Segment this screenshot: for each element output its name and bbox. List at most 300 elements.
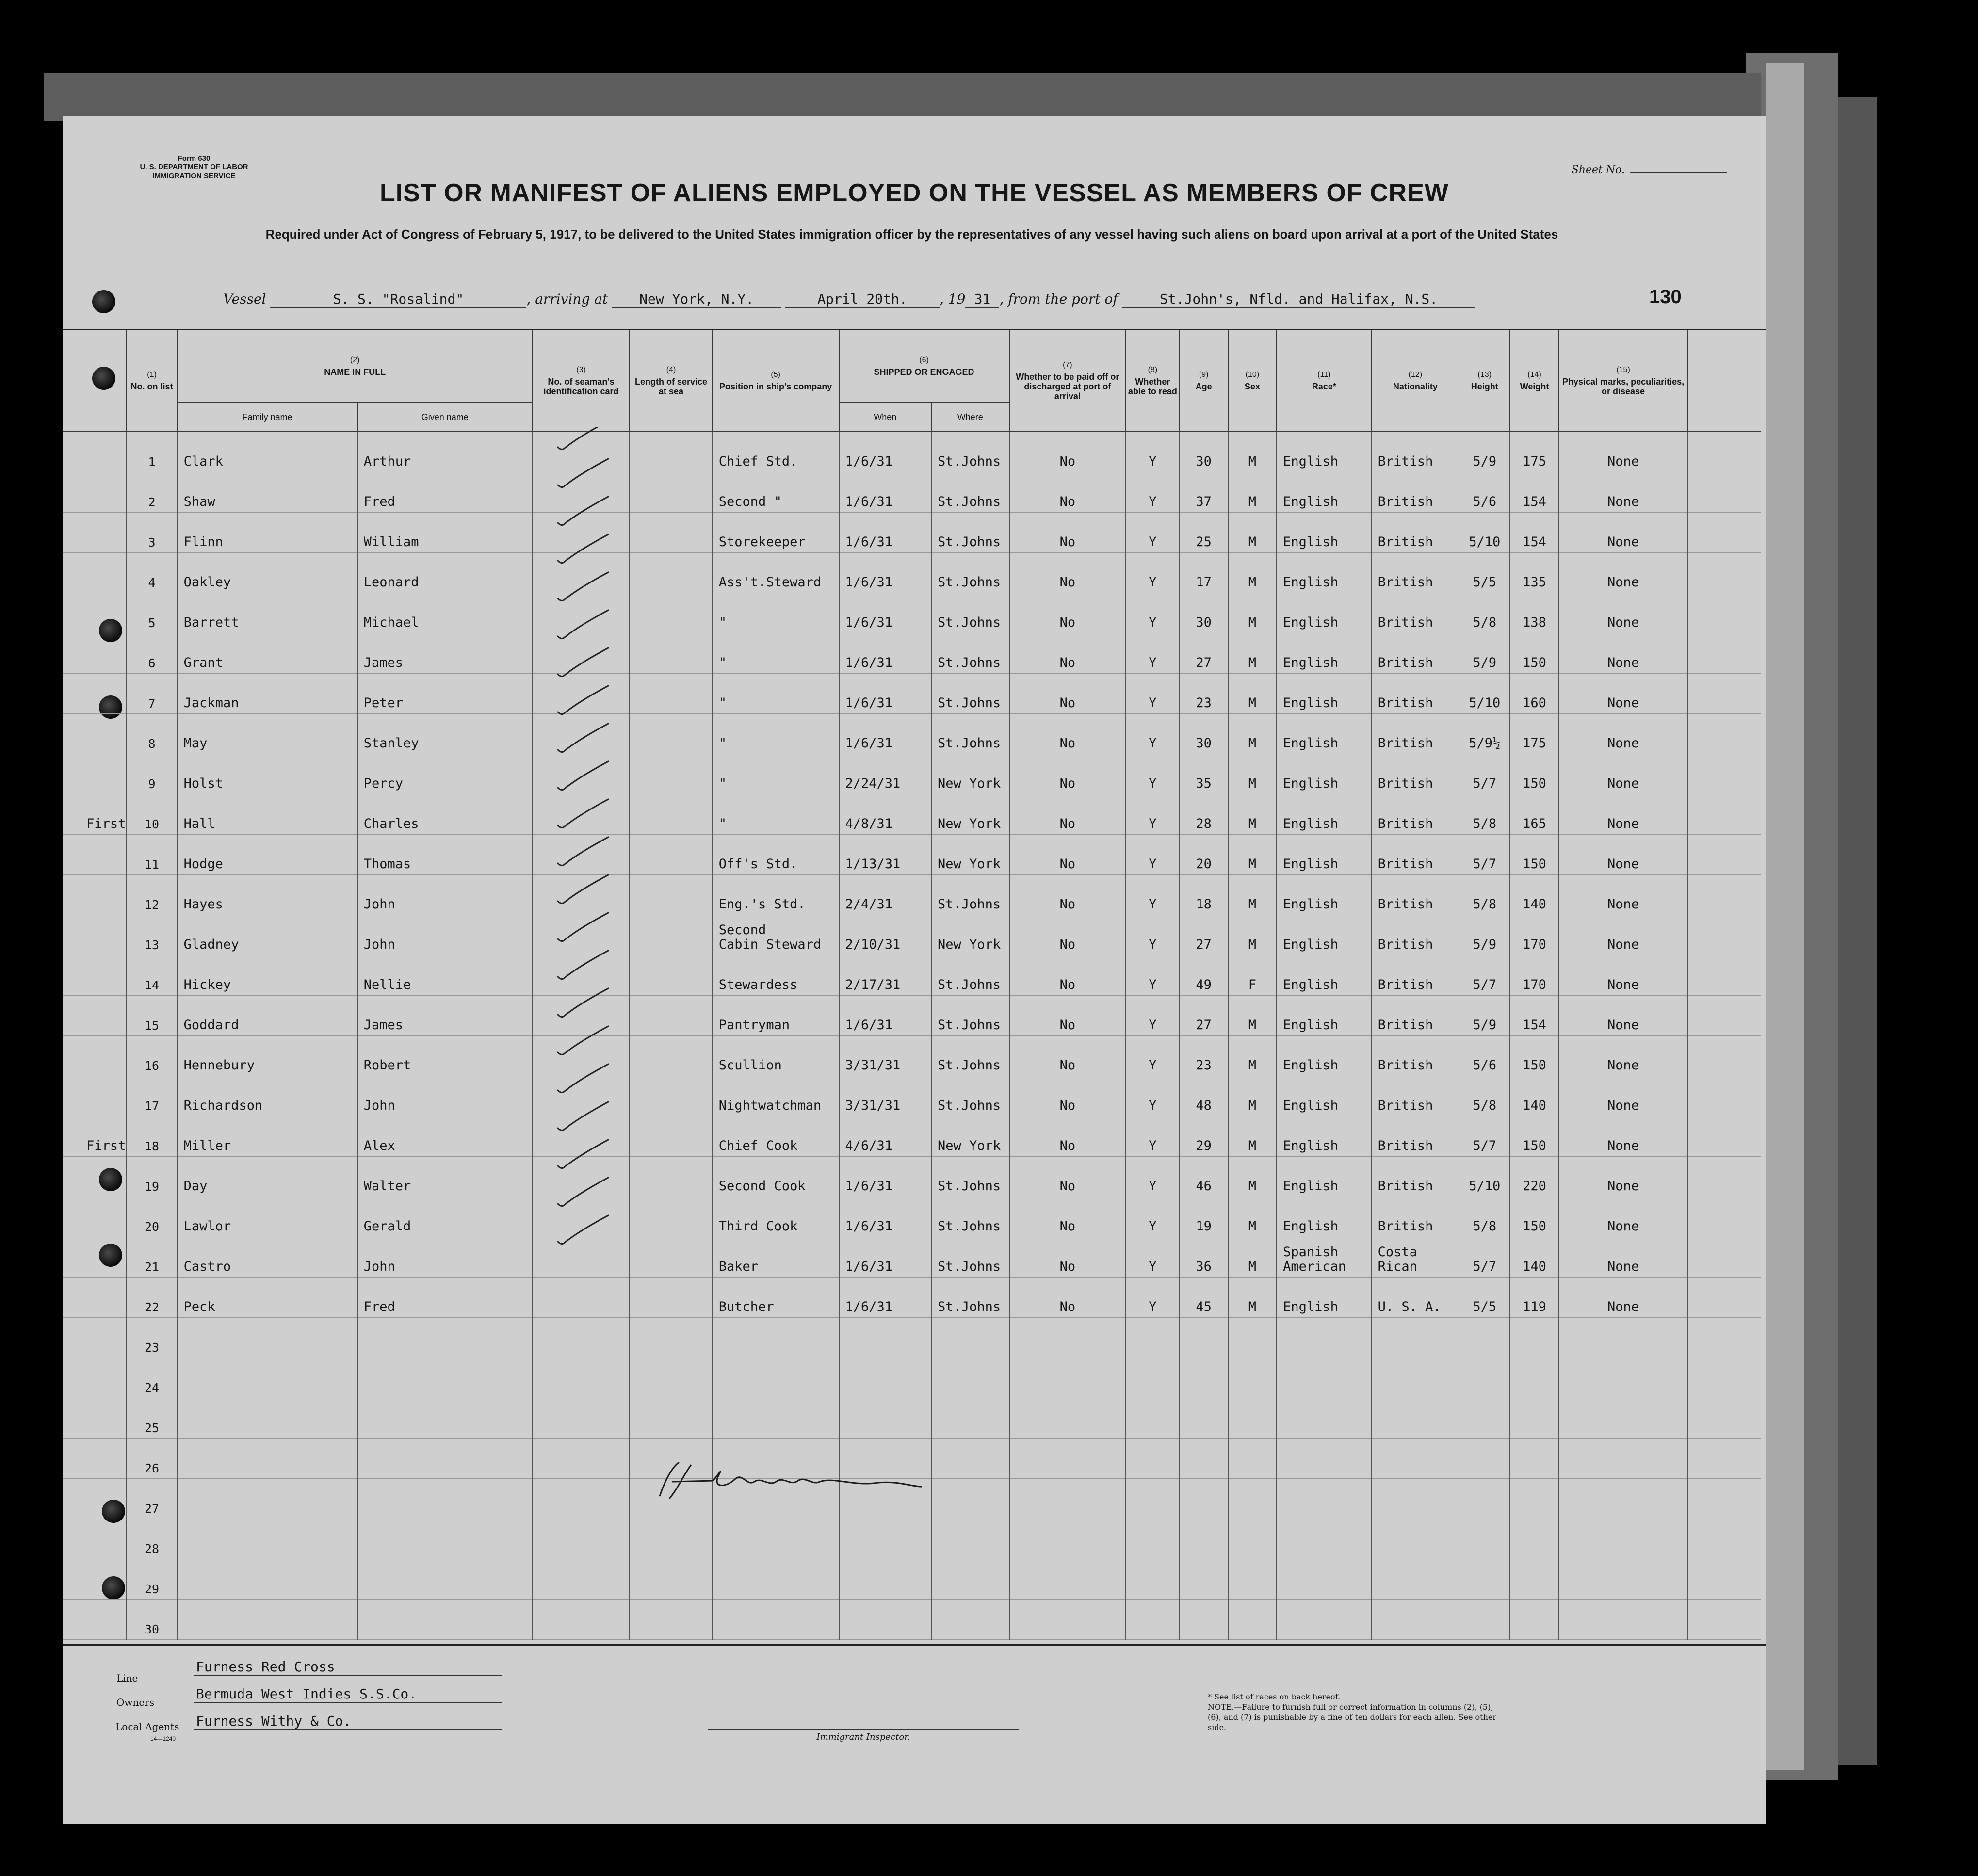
- weight: 150: [1510, 1197, 1558, 1237]
- height: 5/5: [1459, 1278, 1510, 1318]
- spare-cell: [1687, 1076, 1761, 1116]
- able-to-read: Y: [1126, 1278, 1179, 1318]
- row-prefix: [63, 1197, 126, 1237]
- back-sheet: [1838, 97, 1877, 1765]
- position: [713, 1519, 839, 1559]
- height: [1459, 1318, 1510, 1358]
- age: 18: [1180, 875, 1228, 915]
- able-to-read: Y: [1126, 674, 1179, 714]
- spare-cell: [1687, 1398, 1761, 1439]
- shipped-where: St.Johns: [931, 513, 1009, 553]
- spare-cell: [1687, 513, 1761, 553]
- family-name: Holst: [178, 754, 357, 794]
- header-name-in-full: (2) NAME IN FULL: [178, 330, 533, 403]
- given-name: Peter: [357, 674, 533, 714]
- header-race: (11) Race*: [1277, 330, 1372, 432]
- id-card-cell: [533, 1519, 630, 1559]
- service-length-cell: [630, 1519, 712, 1559]
- able-to-read: Y: [1126, 794, 1179, 835]
- paid-off: No: [1009, 794, 1126, 835]
- height: 5/10: [1459, 674, 1510, 714]
- able-to-read: Y: [1126, 1076, 1179, 1116]
- shipped-when: [839, 1519, 932, 1559]
- able-to-read: Y: [1126, 1036, 1179, 1076]
- nationality: British: [1372, 996, 1459, 1036]
- shipped-when: 4/8/31: [839, 794, 932, 835]
- row-prefix: [63, 1398, 126, 1439]
- paid-off: No: [1009, 432, 1126, 472]
- position: Butcher: [713, 1278, 839, 1318]
- position: ": [713, 593, 839, 633]
- arriving-label: , arriving at: [526, 291, 608, 307]
- family-name: Hennebury: [178, 1036, 357, 1076]
- table-row: [63, 633, 1761, 674]
- position: Scullion: [713, 1036, 839, 1076]
- sex: M: [1228, 633, 1277, 674]
- physical-marks: [1559, 1318, 1688, 1358]
- sex: M: [1228, 1278, 1277, 1318]
- paid-off: [1009, 1600, 1126, 1640]
- service-length-cell: [630, 875, 712, 915]
- weight: 140: [1510, 875, 1558, 915]
- given-name: [357, 1600, 533, 1640]
- table-row: [63, 875, 1761, 915]
- form-id: Form 630: [178, 154, 211, 162]
- family-name: Flinn: [178, 513, 357, 553]
- arrival-date: April 20th.: [785, 291, 940, 308]
- header-margin: [63, 330, 126, 432]
- height: 5/9½: [1459, 714, 1510, 754]
- given-name: James: [357, 633, 533, 674]
- age: 17: [1180, 553, 1228, 593]
- check-marks: [548, 427, 616, 1387]
- sex: M: [1228, 915, 1277, 955]
- spare-cell: [1687, 1600, 1761, 1640]
- nationality: [1372, 1318, 1459, 1358]
- physical-marks: None: [1559, 1116, 1688, 1157]
- family-name: Castro: [178, 1237, 357, 1278]
- height: 5/9: [1459, 633, 1510, 674]
- header-physical-marks: (15) Physical marks, peculiarities, or disease: [1559, 330, 1688, 432]
- age: [1180, 1479, 1228, 1519]
- sex: [1228, 1519, 1277, 1559]
- given-name: [357, 1439, 533, 1479]
- sex: M: [1228, 1076, 1277, 1116]
- height: [1459, 1398, 1510, 1439]
- shipped-when: 3/31/31: [839, 1036, 932, 1076]
- row-prefix: [63, 1479, 126, 1519]
- table-row: [63, 1116, 1761, 1157]
- row-prefix: [63, 513, 126, 553]
- spare-cell: [1687, 996, 1761, 1036]
- able-to-read: [1126, 1358, 1179, 1398]
- family-name: [178, 1600, 357, 1640]
- race: [1277, 1519, 1372, 1559]
- race: English: [1277, 915, 1372, 955]
- family-name: [178, 1479, 357, 1519]
- row-prefix: First: [63, 1116, 126, 1157]
- family-name: Jackman: [178, 674, 357, 714]
- race: English: [1277, 513, 1372, 553]
- shipped-when: 2/24/31: [839, 754, 932, 794]
- position: Nightwatchman: [713, 1076, 839, 1116]
- shipped-when: 2/4/31: [839, 875, 932, 915]
- shipped-when: 1/6/31: [839, 432, 932, 472]
- physical-marks: None: [1559, 472, 1688, 513]
- able-to-read: Y: [1126, 754, 1179, 794]
- weight: [1510, 1439, 1558, 1479]
- given-name: [357, 1398, 533, 1439]
- paid-off: [1009, 1398, 1126, 1439]
- weight: 150: [1510, 835, 1558, 875]
- inspector-line: Immigrant Inspector.: [708, 1729, 1019, 1742]
- family-name: Gladney: [178, 915, 357, 955]
- service-length-cell: [630, 1237, 712, 1278]
- age: 25: [1180, 513, 1228, 553]
- nationality: British: [1372, 633, 1459, 674]
- height: [1459, 1479, 1510, 1519]
- shipped-when: 1/6/31: [839, 633, 932, 674]
- height: [1459, 1439, 1510, 1479]
- form-reference: 14—1240: [150, 1735, 176, 1742]
- spare-cell: [1687, 794, 1761, 835]
- given-name: Alex: [357, 1116, 533, 1157]
- service-length-cell: [630, 553, 712, 593]
- position: Storekeeper: [713, 513, 839, 553]
- row-number: 6: [126, 633, 177, 674]
- header-shipped-engaged: (6) SHIPPED OR ENGAGED: [839, 330, 1009, 403]
- shipped-where: St.Johns: [931, 996, 1009, 1036]
- row-prefix: [63, 1519, 126, 1559]
- given-name: [357, 1559, 533, 1600]
- given-name: Fred: [357, 1278, 533, 1318]
- punch-hole: [92, 290, 115, 313]
- physical-marks: None: [1559, 1237, 1688, 1278]
- given-name: Leonard: [357, 553, 533, 593]
- weight: 154: [1510, 513, 1558, 553]
- weight: 150: [1510, 633, 1558, 674]
- line-label: Line: [116, 1672, 138, 1684]
- sex: [1228, 1398, 1277, 1439]
- shipped-where: New York: [931, 754, 1009, 794]
- family-name: Hall: [178, 794, 357, 835]
- paid-off: No: [1009, 1116, 1126, 1157]
- service-length-cell: [630, 955, 712, 996]
- row-prefix: [63, 1439, 126, 1479]
- paid-off: No: [1009, 875, 1126, 915]
- paid-off: No: [1009, 955, 1126, 996]
- weight: 138: [1510, 593, 1558, 633]
- nationality: British: [1372, 955, 1459, 996]
- spare-cell: [1687, 1439, 1761, 1479]
- manifest-sheet: [63, 116, 1766, 1824]
- id-card-cell: [533, 1559, 630, 1600]
- shipped-when: 2/17/31: [839, 955, 932, 996]
- back-sheet: [1766, 63, 1804, 1770]
- sheet-number-value: [1630, 172, 1727, 173]
- given-name: Charles: [357, 794, 533, 835]
- shipped-when: [839, 1358, 932, 1398]
- spare-cell: [1687, 835, 1761, 875]
- physical-marks: None: [1559, 432, 1688, 472]
- header-height: (13) Height: [1459, 330, 1510, 432]
- sex: M: [1228, 432, 1277, 472]
- shipped-where: [931, 1318, 1009, 1358]
- race: English: [1277, 593, 1372, 633]
- physical-marks: None: [1559, 955, 1688, 996]
- row-number: 24: [126, 1358, 177, 1398]
- footer-rule: [63, 1644, 1766, 1646]
- physical-marks: None: [1559, 633, 1688, 674]
- paid-off: [1009, 1318, 1126, 1358]
- age: [1180, 1358, 1228, 1398]
- from-port: St.John's, Nfld. and Halifax, N.S.: [1122, 291, 1475, 308]
- position: Chief Std.: [713, 432, 839, 472]
- shipped-when: 3/31/31: [839, 1076, 932, 1116]
- nationality: [1372, 1439, 1459, 1479]
- row-number: 18: [126, 1116, 177, 1157]
- spare-cell: [1687, 1358, 1761, 1398]
- id-card-cell: [533, 1479, 630, 1519]
- given-name: John: [357, 1237, 533, 1278]
- able-to-read: [1126, 1519, 1179, 1559]
- shipped-where: [931, 1479, 1009, 1519]
- row-number: 7: [126, 674, 177, 714]
- able-to-read: Y: [1126, 593, 1179, 633]
- given-name: John: [357, 1076, 533, 1116]
- age: 37: [1180, 472, 1228, 513]
- back-sheet: [44, 73, 1761, 121]
- sex: M: [1228, 472, 1277, 513]
- given-name: William: [357, 513, 533, 553]
- check-mark: [558, 875, 608, 904]
- check-mark: [558, 1102, 608, 1131]
- vessel-label: Vessel: [223, 291, 266, 307]
- shipped-when: [839, 1600, 932, 1640]
- able-to-read: [1126, 1439, 1179, 1479]
- given-name: [357, 1358, 533, 1398]
- spare-cell: [1687, 472, 1761, 513]
- nationality: British: [1372, 472, 1459, 513]
- inspector-signature: [650, 1453, 941, 1506]
- spare-cell: [1687, 1036, 1761, 1076]
- service-length-cell: [630, 432, 712, 472]
- position: ": [713, 794, 839, 835]
- check-mark: [558, 459, 608, 487]
- nationality: U. S. A.: [1372, 1278, 1459, 1318]
- height: 5/9: [1459, 996, 1510, 1036]
- row-prefix: [63, 593, 126, 633]
- height: 5/8: [1459, 1197, 1510, 1237]
- owners-label: Owners: [116, 1697, 155, 1708]
- sex: M: [1228, 996, 1277, 1036]
- position: Pantryman: [713, 996, 839, 1036]
- table-row: [63, 1600, 1761, 1640]
- table-row: [63, 593, 1761, 633]
- row-number: 4: [126, 553, 177, 593]
- paid-off: No: [1009, 674, 1126, 714]
- service-length-cell: [630, 1358, 712, 1398]
- shipped-where: New York: [931, 794, 1009, 835]
- shipped-where: St.Johns: [931, 875, 1009, 915]
- row-number: 25: [126, 1398, 177, 1439]
- table-row: [63, 1076, 1761, 1116]
- race: English: [1277, 633, 1372, 674]
- sex: M: [1228, 714, 1277, 754]
- table-row: [63, 915, 1761, 955]
- spare-cell: [1687, 1479, 1761, 1519]
- able-to-read: Y: [1126, 875, 1179, 915]
- shipped-when: 1/6/31: [839, 472, 932, 513]
- position: [713, 1358, 839, 1398]
- service-length-cell: [630, 1197, 712, 1237]
- race: English: [1277, 996, 1372, 1036]
- weight: 175: [1510, 714, 1558, 754]
- shipped-when: 1/6/31: [839, 714, 932, 754]
- line-value: Furness Red Cross: [194, 1659, 502, 1676]
- header-no-on-list: (1) No. on list: [126, 330, 177, 432]
- check-mark: [558, 610, 608, 639]
- weight: 150: [1510, 754, 1558, 794]
- physical-marks: None: [1559, 996, 1688, 1036]
- row-number: 29: [126, 1559, 177, 1600]
- race: English: [1277, 875, 1372, 915]
- family-name: Barrett: [178, 593, 357, 633]
- paid-off: No: [1009, 915, 1126, 955]
- age: 23: [1180, 674, 1228, 714]
- spare-cell: [1687, 1116, 1761, 1157]
- service-length-cell: [630, 915, 712, 955]
- header-nationality: (12) Nationality: [1372, 330, 1459, 432]
- nationality: British: [1372, 513, 1459, 553]
- nationality: British: [1372, 553, 1459, 593]
- shipped-where: [931, 1519, 1009, 1559]
- position: ": [713, 633, 839, 674]
- family-name: Grant: [178, 633, 357, 674]
- nationality: British: [1372, 915, 1459, 955]
- weight: 165: [1510, 794, 1558, 835]
- page-subtitle: Required under Act of Congress of February 5, 1917, to be delivered to the United States immigration officer by the representatives of any vessel having such aliens on board upon arrival at a port of the United States: [265, 227, 1558, 242]
- height: 5/7: [1459, 754, 1510, 794]
- spare-cell: [1687, 754, 1761, 794]
- position: [713, 1559, 839, 1600]
- row-prefix: [63, 996, 126, 1036]
- given-name: Walter: [357, 1157, 533, 1197]
- row-prefix: [63, 674, 126, 714]
- table-row: [63, 432, 1761, 472]
- shipped-where: St.Johns: [931, 1157, 1009, 1197]
- weight: 170: [1510, 955, 1558, 996]
- nationality: [1372, 1398, 1459, 1439]
- nationality: British: [1372, 1036, 1459, 1076]
- sex: M: [1228, 1197, 1277, 1237]
- nationality: [1372, 1519, 1459, 1559]
- position: Third Cook: [713, 1197, 839, 1237]
- table-row: [63, 1398, 1761, 1439]
- weight: 150: [1510, 1036, 1558, 1076]
- physical-marks: None: [1559, 1157, 1688, 1197]
- vessel-name: S. S. "Rosalind": [270, 291, 526, 308]
- paid-off: [1009, 1439, 1126, 1479]
- race: English: [1277, 1197, 1372, 1237]
- physical-marks: None: [1559, 915, 1688, 955]
- service-name: IMMIGRATION SERVICE: [152, 172, 236, 180]
- able-to-read: [1126, 1318, 1179, 1358]
- sex: [1228, 1479, 1277, 1519]
- row-prefix: [63, 714, 126, 754]
- age: [1180, 1439, 1228, 1479]
- year-prefix: , 19: [940, 291, 966, 307]
- row-number: 8: [126, 714, 177, 754]
- able-to-read: Y: [1126, 1237, 1179, 1278]
- table-row: [63, 472, 1761, 513]
- paid-off: No: [1009, 513, 1126, 553]
- shipped-where: St.Johns: [931, 553, 1009, 593]
- check-mark: [558, 648, 608, 677]
- spare-cell: [1687, 1157, 1761, 1197]
- given-name: Robert: [357, 1036, 533, 1076]
- race: [1277, 1398, 1372, 1439]
- row-prefix: [63, 875, 126, 915]
- race: English: [1277, 1157, 1372, 1197]
- height: [1459, 1559, 1510, 1600]
- service-length-cell: [630, 633, 712, 674]
- check-mark: [558, 1140, 608, 1168]
- position: [713, 1318, 839, 1358]
- sheet-number-field: [1572, 164, 1727, 176]
- race: English: [1277, 553, 1372, 593]
- header-sex: (10) Sex: [1228, 330, 1277, 432]
- table-row: [63, 1318, 1761, 1358]
- position: ": [713, 754, 839, 794]
- shipped-when: 1/6/31: [839, 996, 932, 1036]
- race: English: [1277, 955, 1372, 996]
- id-card-cell: [533, 1439, 630, 1479]
- shipped-when: 1/6/31: [839, 674, 932, 714]
- height: 5/6: [1459, 472, 1510, 513]
- able-to-read: Y: [1126, 513, 1179, 553]
- able-to-read: Y: [1126, 915, 1179, 955]
- family-name: [178, 1559, 357, 1600]
- weight: [1510, 1519, 1558, 1559]
- family-name: Day: [178, 1157, 357, 1197]
- races-note: * See list of races on back hereof.: [1208, 1692, 1341, 1701]
- age: 30: [1180, 432, 1228, 472]
- spare-cell: [1687, 955, 1761, 996]
- age: 20: [1180, 835, 1228, 875]
- service-length-cell: [630, 1278, 712, 1318]
- nationality: British: [1372, 1157, 1459, 1197]
- shipped-where: [931, 1559, 1009, 1600]
- given-name: Stanley: [357, 714, 533, 754]
- position: Second ": [713, 472, 839, 513]
- able-to-read: Y: [1126, 955, 1179, 996]
- spare-cell: [1687, 875, 1761, 915]
- row-prefix: [63, 955, 126, 996]
- able-to-read: [1126, 1398, 1179, 1439]
- able-to-read: Y: [1126, 1116, 1179, 1157]
- page-title: LIST OR MANIFEST OF ALIENS EMPLOYED ON THE VESSEL AS MEMBERS OF CREW: [380, 179, 1449, 207]
- able-to-read: Y: [1126, 1197, 1179, 1237]
- age: 35: [1180, 754, 1228, 794]
- physical-marks: None: [1559, 1278, 1688, 1318]
- paid-off: No: [1009, 553, 1126, 593]
- age: 30: [1180, 714, 1228, 754]
- row-number: 9: [126, 754, 177, 794]
- given-name: [357, 1519, 533, 1559]
- shipped-where: St.Johns: [931, 1237, 1009, 1278]
- height: 5/9: [1459, 915, 1510, 955]
